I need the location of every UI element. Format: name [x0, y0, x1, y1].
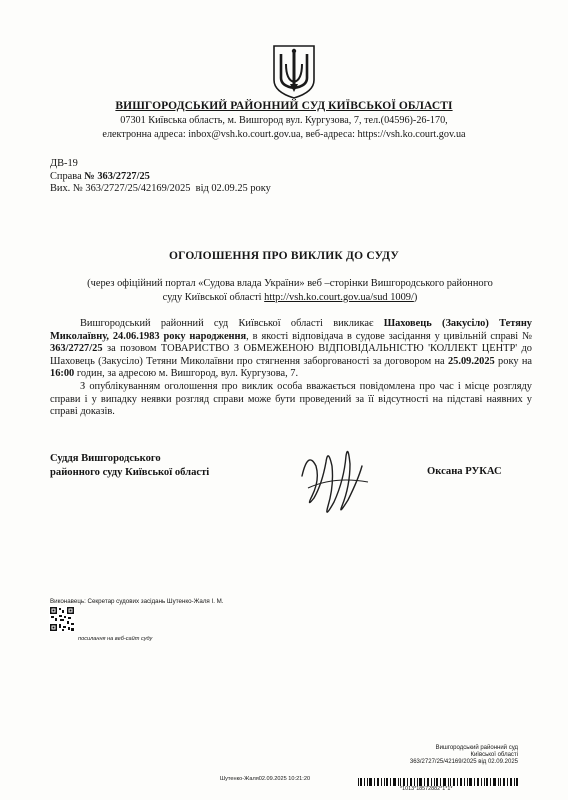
qr-caption: посилання на веб-сайт суду	[78, 636, 153, 642]
handwritten-signature	[288, 436, 380, 528]
judge-position: Суддя Вишгородського районного суду Київської області	[50, 453, 210, 478]
doc-code: ДВ-19	[50, 158, 78, 169]
notice-subtitle: (через офіційний портал «Судова влада України» веб –сторінки Вишгородського районного суду Київської області http://vsh.ko.court.gov.ua/sud 1009/)	[87, 278, 493, 303]
paragraph-consequences: З опублікуванням оголошення про виклик особа вважається повідомлена про час і місце розгляду справи і у випадку неявки розгляд справи може бути проведений за її відсутності на підставі наявних у справі доказів.	[50, 380, 532, 418]
court-website-link[interactable]: http://vsh.ko.court.gov.ua/sud 1009/	[264, 291, 414, 303]
registration-stamp: Вишгородський районний суд Київської області 363/2727/25/42169/2025 від 02.09.2025	[409, 745, 518, 765]
qr-code-icon[interactable]	[49, 606, 75, 632]
judge-name: Оксана РУКАС	[427, 466, 502, 477]
coat-of-arms-icon	[271, 44, 317, 100]
court-address	[0, 114, 568, 141]
contacts-line: електронна адреса: inbox@vsh.ko.court.gov.ua, веб-адреса: https://vsh.ko.court.gov.ua	[102, 128, 466, 140]
notice-title: ОГОЛОШЕННЯ ПРО ВИКЛИК ДО СУДУ	[168, 250, 400, 262]
footer-timestamp: Шутенко-Жаля02.09.2025 10:21:20	[220, 776, 311, 782]
paragraph-summons: Вишгородський районний суд Київської області викликає Шаховець (Закусіло) Тетяну Миколаївну, 24.06.1983 року народження, в якості відповідача в судове засідання у цивільній справі № 363/2727/25 за позовом ТОВАРИСТВО З ОБМЕЖЕНОЮ ВІДПОВІДАЛЬНІСТЮ 'КОЛЛЕКТ ЦЕНТР' до Шаховець (Закусіло) Тетяни Миколаївни про стягнення заборгованості за договором на 25.09.2025 року на 16:00 годин, за адресою м. Вишгород, вул. Кургузова, 7.	[50, 318, 533, 380]
document-meta	[50, 158, 271, 196]
case-line: Справа № 363/2727/25	[50, 170, 150, 182]
barcode-text: *1013*18572882*1*1*	[400, 786, 453, 792]
defendant-name: Шаховець (Закусіло) Тетяну Миколаївну, 24.06.1983 року народження	[50, 318, 532, 342]
court-name: ВИШГОРОДСЬКИЙ РАЙОННИЙ СУД КИЇВСЬКОЇ ОБЛАСТІ	[115, 100, 453, 112]
address-line: 07301 Київська область, м. Вишгород вул. Кургузова, 7, тел.(04596)-26-170,	[120, 115, 448, 126]
hearing-time: 16:00	[50, 368, 75, 380]
hearing-date: 25.09.2025	[447, 355, 495, 367]
notice-body	[50, 318, 532, 419]
outgoing-date: від 02.09.25 року	[195, 183, 271, 194]
case-number-inline: 363/2727/25	[50, 343, 103, 355]
barcode	[358, 778, 518, 786]
case-number: № 363/2727/25	[84, 170, 150, 182]
outgoing-line: Вих. № 363/2727/25/42169/2025 від 02.09.25 року	[50, 183, 271, 194]
executor-line: Виконавець: Секретар судових засідань Шутенко-Жаля І. М.	[50, 598, 224, 605]
